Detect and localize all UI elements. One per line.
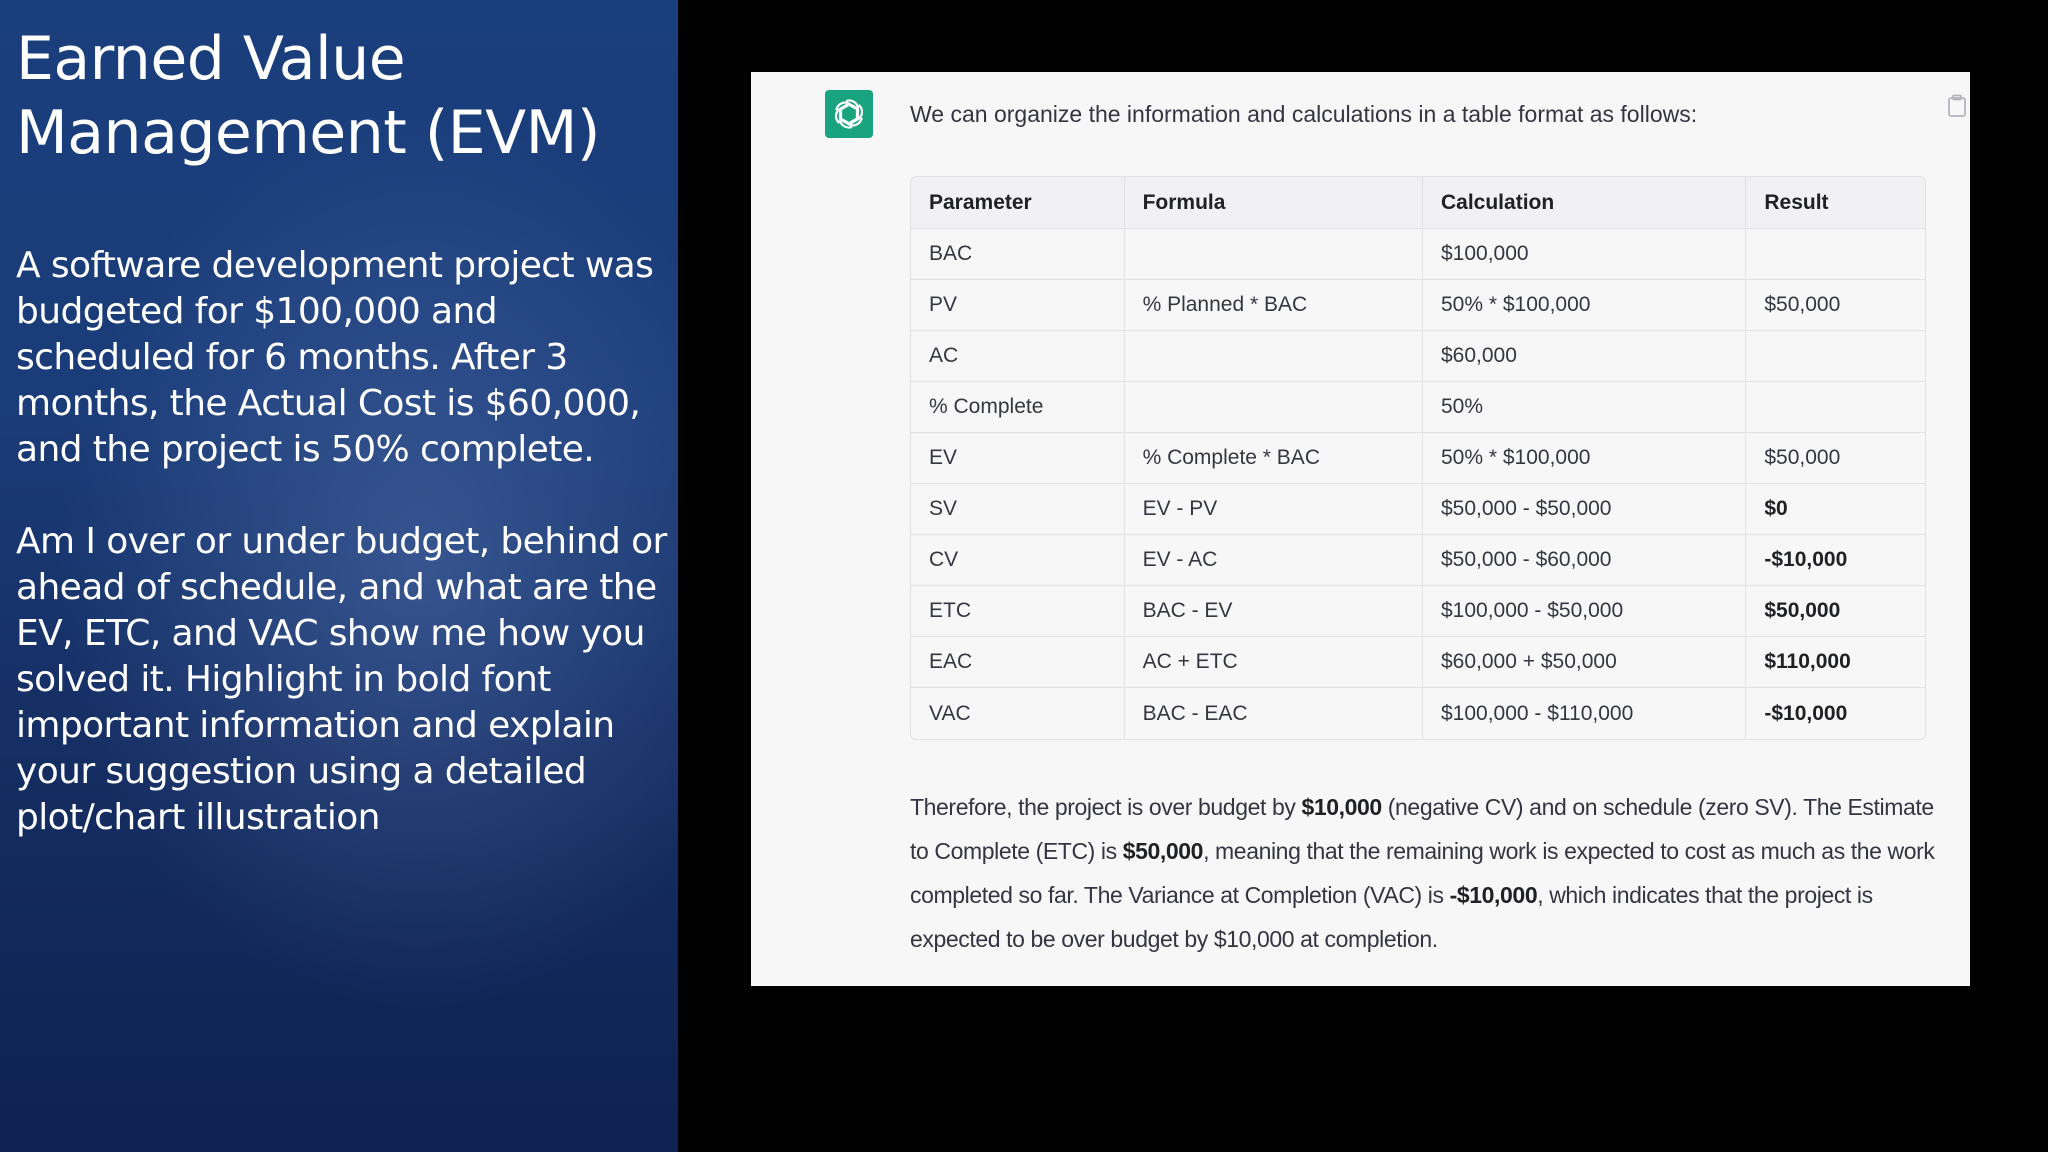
table-row — [911, 280, 1925, 331]
cell-parameter: BAC — [911, 229, 1125, 280]
cell-formula: EV - AC — [1125, 535, 1423, 586]
cell-formula: % Complete * BAC — [1125, 433, 1423, 484]
cell-formula: EV - PV — [1125, 484, 1423, 535]
cell-parameter: AC — [911, 331, 1125, 382]
cell-calculation: $100,000 - $110,000 — [1423, 688, 1746, 739]
slide-title: Earned Value Management (EVM) — [16, 24, 600, 168]
summary-bold-etc: $50,000 — [1122, 838, 1204, 864]
table-row — [911, 484, 1925, 535]
header-formula: Formula — [1125, 177, 1423, 229]
cell-calculation: $100,000 — [1423, 229, 1746, 280]
table-row — [911, 331, 1925, 382]
cell-calculation: $60,000 + $50,000 — [1423, 637, 1746, 688]
cell-formula — [1125, 229, 1423, 280]
summary-text: (negative CV) and on schedule (zero SV). The Estimate to Complete (ETC) is — [910, 794, 1934, 864]
summary-bold-over-budget: $10,000 — [1301, 794, 1382, 820]
table-row — [911, 586, 1925, 637]
cell-result: $0 — [1746, 484, 1925, 535]
cell-parameter: CV — [911, 535, 1125, 586]
table-row — [911, 229, 1925, 280]
summary-bold-vac: -$10,000 — [1449, 882, 1538, 908]
cell-parameter: VAC — [911, 688, 1125, 739]
cell-parameter: SV — [911, 484, 1125, 535]
cell-result: $50,000 — [1746, 433, 1925, 484]
cell-result — [1746, 331, 1925, 382]
cell-parameter: EAC — [911, 637, 1125, 688]
cell-parameter: ETC — [911, 586, 1125, 637]
response-summary — [910, 785, 1940, 961]
header-parameter: Parameter — [911, 177, 1125, 229]
summary-text: Therefore, the project is over budget by — [910, 794, 1302, 820]
table-row — [911, 535, 1925, 586]
summary-text: , meaning that the remaining work is expected to cost as much as the work completed so far. The Variance at Completion (VAC) is — [910, 838, 1935, 908]
response-intro-text: We can organize the information and calculations in a table format as follows: — [910, 101, 1698, 127]
cell-result: $50,000 — [1746, 280, 1925, 331]
table-row — [911, 688, 1925, 739]
cell-parameter: % Complete — [911, 382, 1125, 433]
cell-formula: BAC - EV — [1125, 586, 1423, 637]
cell-calculation: $50,000 - $60,000 — [1423, 535, 1746, 586]
table-header-row — [911, 177, 1925, 229]
summary-text: , which indicates that the project is expected to be over budget by $10,000 at completion. — [910, 882, 1873, 952]
table-row — [911, 637, 1925, 688]
openai-logo-icon — [832, 97, 866, 131]
cell-calculation: $50,000 - $50,000 — [1423, 484, 1746, 535]
assistant-avatar — [825, 90, 873, 138]
chat-response-panel — [751, 72, 1970, 986]
cell-parameter: PV — [911, 280, 1125, 331]
header-calculation: Calculation — [1423, 177, 1746, 229]
slide-question: Am I over or under budget, behind or ahead of schedule, and what are the EV, ETC, and VAC show me how you solved it. Highlight in bold font important information and explain your suggestion using a detailed plot/chart illustration — [16, 521, 667, 838]
cell-formula: % Planned * BAC — [1125, 280, 1423, 331]
header-result: Result — [1746, 177, 1925, 229]
clipboard-icon[interactable] — [1947, 94, 1967, 118]
cell-calculation: 50% * $100,000 — [1423, 433, 1746, 484]
table-row — [911, 433, 1925, 484]
slide-problem-statement: A software development project was budgeted for $100,000 and scheduled for 6 months. After 3 months, the Actual Cost is $60,000, and the project is 50% complete. — [16, 245, 654, 470]
cell-formula: AC + ETC — [1125, 637, 1423, 688]
cell-result — [1746, 229, 1925, 280]
cell-formula: BAC - EAC — [1125, 688, 1423, 739]
cell-result — [1746, 382, 1925, 433]
cell-result: -$10,000 — [1764, 701, 1848, 725]
cell-formula — [1125, 382, 1423, 433]
cell-parameter: EV — [911, 433, 1125, 484]
table-row — [911, 382, 1925, 433]
evm-results-table — [910, 176, 1926, 740]
cell-calculation: 50% * $100,000 — [1423, 280, 1746, 331]
cell-formula — [1125, 331, 1423, 382]
cell-result: $50,000 — [1746, 586, 1925, 637]
cell-calculation: 50% — [1423, 382, 1746, 433]
slide-panel — [0, 0, 678, 1152]
cell-calculation: $60,000 — [1423, 331, 1746, 382]
cell-result: $110,000 — [1746, 637, 1925, 688]
cell-calculation: $100,000 - $50,000 — [1423, 586, 1746, 637]
cell-result: -$10,000 — [1746, 535, 1925, 586]
